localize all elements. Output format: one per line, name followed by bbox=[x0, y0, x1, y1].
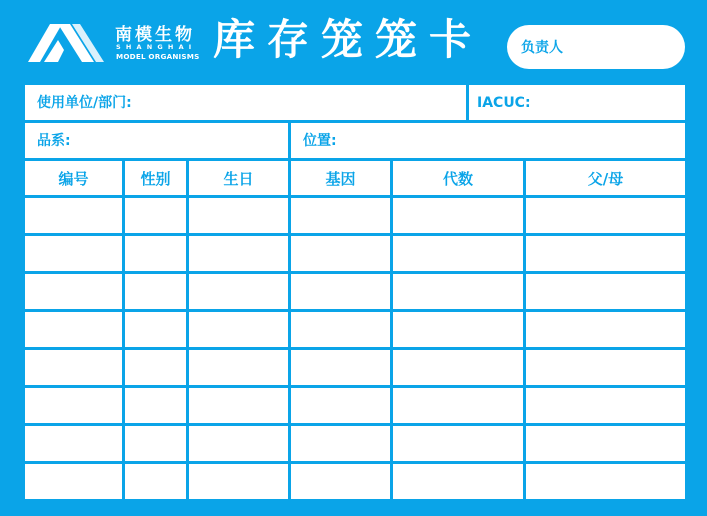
unit-field[interactable] bbox=[25, 85, 466, 120]
table-cell-gene[interactable] bbox=[291, 312, 390, 347]
table-cell-id[interactable] bbox=[25, 274, 122, 309]
table-cell-parents[interactable] bbox=[526, 350, 685, 385]
table-cell-id[interactable] bbox=[25, 236, 122, 271]
table-cell-sex[interactable] bbox=[125, 388, 186, 423]
brand-name-en-line2: MODEL ORGANISMS bbox=[116, 52, 200, 61]
col-header-gene: 基因 bbox=[291, 161, 390, 195]
table-cell-birthday[interactable] bbox=[189, 236, 288, 271]
table-cell-parents[interactable] bbox=[526, 388, 685, 423]
table-cell-id[interactable] bbox=[25, 312, 122, 347]
strain-field[interactable] bbox=[25, 123, 288, 158]
table-cell-id[interactable] bbox=[25, 464, 122, 499]
col-header-id: 编号 bbox=[25, 161, 122, 195]
table-cell-parents[interactable] bbox=[526, 312, 685, 347]
col-header-parents: 父/母 bbox=[526, 161, 685, 195]
table-cell-generation[interactable] bbox=[393, 426, 523, 461]
table-cell-sex[interactable] bbox=[125, 198, 186, 233]
col-header-birthday: 生日 bbox=[189, 161, 288, 195]
table-cell-parents[interactable] bbox=[526, 426, 685, 461]
col-header-sex: 性别 bbox=[125, 161, 186, 195]
iacuc-label: IACUC: bbox=[477, 95, 531, 111]
table-cell-sex[interactable] bbox=[125, 350, 186, 385]
brand-name-en-line1: SHANGHAI bbox=[116, 43, 197, 51]
table-cell-gene[interactable] bbox=[291, 236, 390, 271]
table-cell-sex[interactable] bbox=[125, 464, 186, 499]
table-cell-generation[interactable] bbox=[393, 236, 523, 271]
table-cell-gene[interactable] bbox=[291, 464, 390, 499]
owner-label: 负责人 bbox=[521, 40, 563, 56]
table-cell-id[interactable] bbox=[25, 350, 122, 385]
table-cell-birthday[interactable] bbox=[189, 312, 288, 347]
table-cell-generation[interactable] bbox=[393, 274, 523, 309]
table-cell-parents[interactable] bbox=[526, 274, 685, 309]
table-cell-sex[interactable] bbox=[125, 312, 186, 347]
table-cell-parents[interactable] bbox=[526, 198, 685, 233]
table-cell-birthday[interactable] bbox=[189, 198, 288, 233]
location-label: 位置: bbox=[303, 133, 337, 149]
location-field[interactable] bbox=[291, 123, 685, 158]
strain-label: 品系: bbox=[37, 133, 71, 149]
table-cell-sex[interactable] bbox=[125, 274, 186, 309]
table-cell-birthday[interactable] bbox=[189, 388, 288, 423]
unit-label: 使用单位/部门: bbox=[37, 95, 132, 111]
col-header-generation: 代数 bbox=[393, 161, 523, 195]
table-cell-parents[interactable] bbox=[526, 236, 685, 271]
table-cell-id[interactable] bbox=[25, 198, 122, 233]
iacuc-field[interactable] bbox=[469, 85, 685, 120]
table-cell-gene[interactable] bbox=[291, 350, 390, 385]
table-cell-gene[interactable] bbox=[291, 198, 390, 233]
table-cell-id[interactable] bbox=[25, 426, 122, 461]
table-cell-gene[interactable] bbox=[291, 388, 390, 423]
table-cell-generation[interactable] bbox=[393, 312, 523, 347]
table-cell-gene[interactable] bbox=[291, 274, 390, 309]
table-cell-sex[interactable] bbox=[125, 426, 186, 461]
table-cell-birthday[interactable] bbox=[189, 274, 288, 309]
table-cell-sex[interactable] bbox=[125, 236, 186, 271]
table-cell-parents[interactable] bbox=[526, 464, 685, 499]
table-cell-birthday[interactable] bbox=[189, 464, 288, 499]
table-cell-gene[interactable] bbox=[291, 426, 390, 461]
table-cell-generation[interactable] bbox=[393, 350, 523, 385]
table-cell-birthday[interactable] bbox=[189, 350, 288, 385]
table-cell-generation[interactable] bbox=[393, 388, 523, 423]
brand-name-cn: 南模生物 bbox=[115, 25, 195, 45]
card-title: 库存笼笼卡 bbox=[213, 15, 484, 64]
table-cell-birthday[interactable] bbox=[189, 426, 288, 461]
table-cell-generation[interactable] bbox=[393, 198, 523, 233]
table-cell-id[interactable] bbox=[25, 388, 122, 423]
table-cell-generation[interactable] bbox=[393, 464, 523, 499]
